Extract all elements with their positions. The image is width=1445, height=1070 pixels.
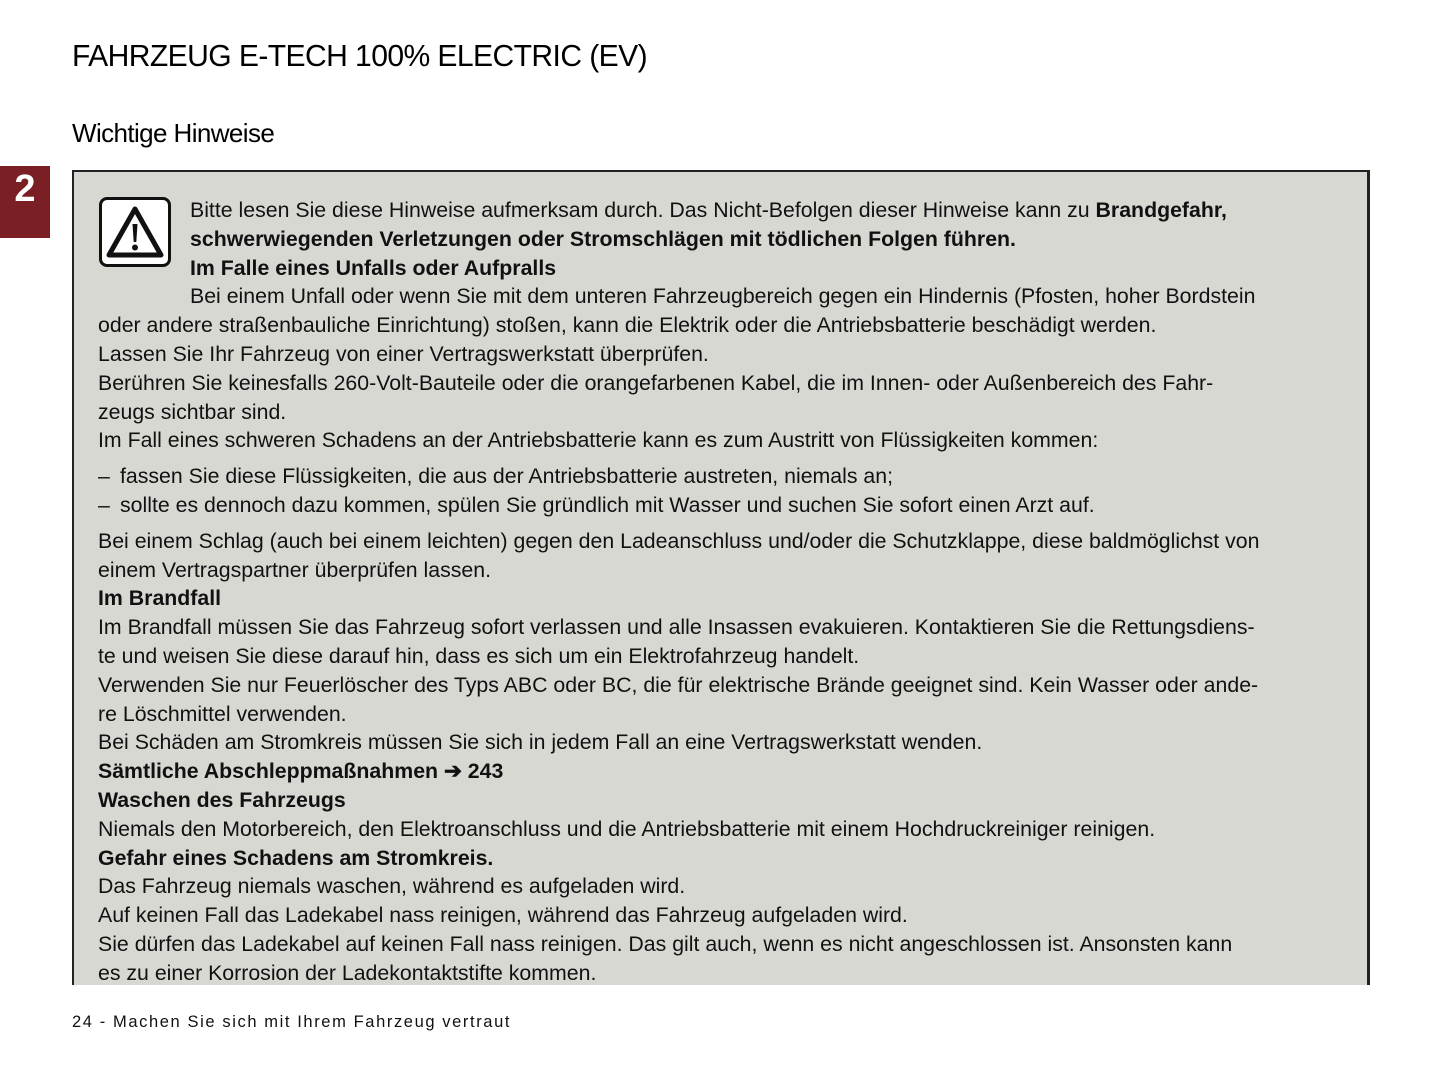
- fire-heading: Im Brandfall: [98, 586, 222, 611]
- fire-line: re Löschmittel verwenden.: [98, 701, 347, 726]
- page-footer: [72, 1013, 511, 1032]
- page-number: 24: [72, 1013, 94, 1031]
- chapter-tab: [0, 166, 50, 238]
- circuit-line: Das Fahrzeug niemals waschen, während es aufgeladen wird.: [98, 874, 686, 899]
- bullet-text: fassen Sie diese Flüssigkeiten, die aus der Antriebsbatterie austreten, niemals an;: [120, 464, 894, 489]
- page-reference-link[interactable]: 243: [467, 759, 504, 784]
- accident-line: Im Fall eines schweren Schadens an der Antriebsbatterie kann es zum Austritt von Flüssigkeiten kommen:: [98, 428, 1099, 453]
- accident-after-line: einem Vertragspartner überprüfen lassen.: [98, 557, 492, 582]
- circuit-line: Sie dürfen das Ladekabel auf keinen Fall nass reinigen. Das gilt auch, wenn es nicht angeschlossen ist. Ansonsten kann: [98, 931, 1233, 956]
- fire-line: te und weisen Sie diese darauf hin, dass es sich um ein Elektrofahrzeug handelt.: [98, 643, 860, 668]
- towing-heading: Sämtliche Abschleppmaßnahmen: [98, 759, 439, 784]
- circuit-line: es zu einer Korrosion der Ladekontaktstifte kommen.: [98, 960, 597, 985]
- circuit-line: Auf keinen Fall das Ladekabel nass reinigen, während das Fahrzeug aufgeladen wird.: [98, 903, 908, 928]
- accident-line: Bei einem Unfall oder wenn Sie mit dem unteren Fahrzeugbereich gegen ein Hindernis (Pfosten, hoher Bordstein: [190, 284, 1256, 309]
- washing-heading: Waschen des Fahrzeugs: [98, 787, 346, 812]
- towing-reference[interactable]: [98, 757, 1345, 786]
- circuit-heading: Gefahr eines Schadens am Stromkreis.: [98, 845, 494, 870]
- fire-line: Bei Schäden am Stromkreis müssen Sie sich in jedem Fall an eine Vertragswerkstatt wenden.: [98, 730, 983, 755]
- bullet-text: sollte es dennoch dazu kommen, spülen Sie gründlich mit Wasser und suchen Sie sofort einen Arzt auf.: [120, 492, 1095, 517]
- accident-line: zeugs sichtbar sind.: [98, 399, 287, 424]
- warning-content: [98, 196, 1345, 988]
- arrow-right-icon: ➔: [443, 759, 462, 784]
- accident-line: Berühren Sie keinesfalls 260-Volt-Bauteile oder die orangefarbenen Kabel, die im Innen- oder Außenbereich des Fahr-: [98, 370, 1214, 395]
- list-item: [98, 491, 1345, 520]
- warning-box: [72, 170, 1370, 985]
- footer-chapter-name: Machen Sie sich mit Ihrem Fahrzeug vertraut: [113, 1013, 512, 1031]
- footer-separator: -: [93, 1013, 114, 1031]
- fire-line: Verwenden Sie nur Feuerlöscher des Typs ABC oder BC, die für elektrische Brände geeignet sind. Kein Wasser oder ande-: [98, 672, 1259, 697]
- bullet-dash: –: [98, 492, 110, 517]
- intro-text: Bitte lesen Sie diese Hinweise aufmerksam durch. Das Nicht-Befolgen dieser Hinweise kann zu: [190, 198, 1096, 222]
- fire-line: Im Brandfall müssen Sie das Fahrzeug sofort verlassen und alle Insassen evakuieren. Kontaktieren Sie die Rettungsdiens-: [98, 615, 1255, 640]
- accident-after-line: Bei einem Schlag (auch bei einem leichten) gegen den Ladeanschluss und/oder die Schutzklappe, diese baldmöglichst von: [98, 528, 1260, 553]
- intro-bold-1: Brandgefahr,: [1095, 198, 1227, 222]
- section-title: Wichtige Hinweise: [72, 118, 275, 148]
- accident-heading: Im Falle eines Unfalls oder Aufpralls: [190, 255, 557, 280]
- bullet-dash: –: [98, 464, 110, 489]
- intro-line-1: [98, 196, 1345, 225]
- accident-line: Lassen Sie Ihr Fahrzeug von einer Vertragswerkstatt überprüfen.: [98, 341, 709, 366]
- page-title: FAHRZEUG E-TECH 100% ELECTRIC (EV): [72, 38, 648, 73]
- washing-line: Niemals den Motorbereich, den Elektroanschluss und die Antriebsbatterie mit einem Hochdruckreiniger reinigen.: [98, 816, 1156, 841]
- intro-line-2: schwerwiegenden Verletzungen oder Stromschlägen mit tödlichen Folgen führen.: [190, 226, 1016, 251]
- list-item: [98, 462, 1345, 491]
- accident-line: oder andere straßenbauliche Einrichtung) stoßen, kann die Elektrik oder die Antriebsbatterie beschädigt werden.: [98, 313, 1157, 338]
- chapter-number: 2: [14, 168, 36, 210]
